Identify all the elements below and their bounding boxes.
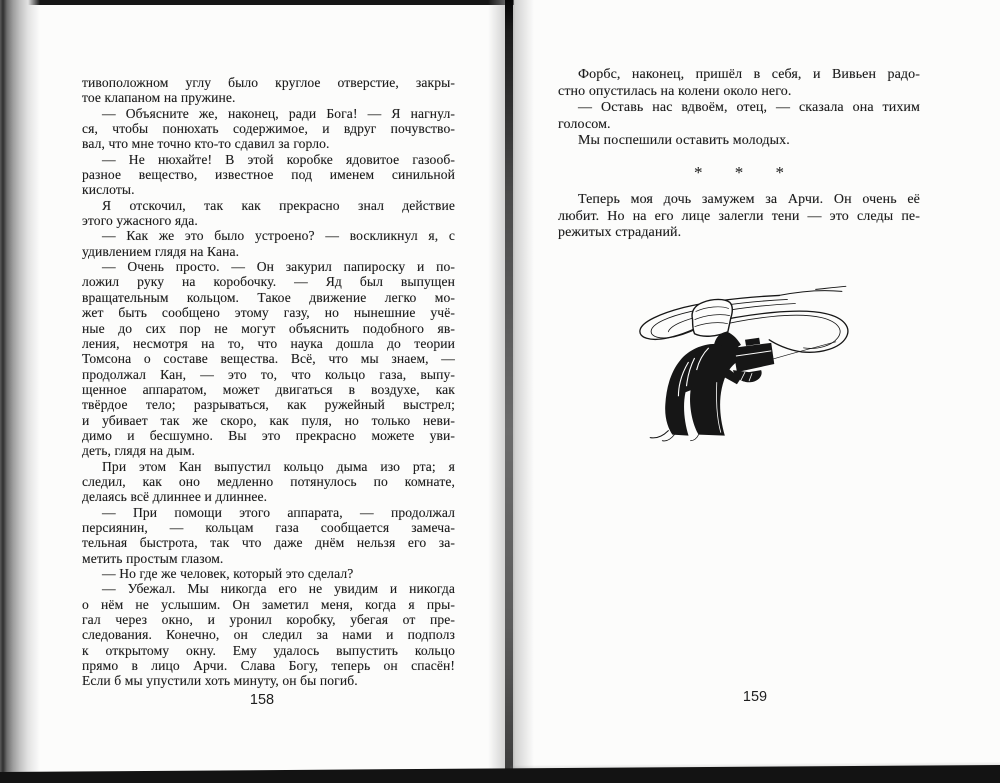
text-line: ся, чтобы понюхать содержимое, и вдруг почувство-	[82, 121, 455, 137]
text-line: Мы поспешили оставить молодых.	[578, 133, 790, 149]
right-page-number: 159	[742, 689, 768, 705]
text-line: щенное аппаратом, может двигаться в воздухе, как	[82, 381, 455, 397]
text-line: — Объясните же, наконец, ради Бога! — Я нагнул-	[102, 105, 455, 121]
text-line: следил, как оно медленно потянулось по комнате,	[82, 473, 455, 489]
text-line: о нём не услышим. Он заметил меня, когда я пры-	[82, 596, 455, 612]
text-line: — Оставь нас вдвоём, отец, — сказала она тихим	[578, 100, 920, 116]
text-line: метить простым глазом.	[82, 550, 224, 566]
scan-left-page-edges	[0, 0, 40, 783]
right-page-text-top	[558, 67, 920, 150]
text-line: При этом Кан выпустил кольцо дыма изо рта; я	[102, 458, 455, 474]
text-line: — Но где же человек, который это сделал?	[102, 566, 354, 581]
text-line: ложил руку на коробочку. — Яд был выпущен	[82, 274, 455, 290]
text-line: жет быть сообщено этому газу, но нынешние учё-	[82, 305, 455, 321]
text-line: ления, несмотря на то, что наука дошла до теории	[82, 335, 455, 351]
text-line: любит. Но на его лице залегли тени — это следы пе-	[558, 208, 920, 224]
text-line: продолжал Кан, — это то, что кольцо газа, выпу-	[82, 366, 455, 382]
text-line: кислоты.	[82, 182, 135, 198]
text-line: этого ужасного яда.	[82, 213, 198, 229]
text-line: прямо в лицо Арчи. Слава Богу, теперь он спасён!	[82, 658, 455, 674]
text-line: димо и бесшумно. Вы это прекрасно можете уви-	[82, 427, 455, 443]
text-line: вращательным кольцом. Такое движение легко мо-	[82, 289, 455, 305]
text-line: режитых страданий.	[558, 225, 682, 241]
illustration-man-smoke-rings	[628, 281, 860, 443]
text-line: Томсона о составе вещества. Всё, что мы знаем, —	[82, 351, 455, 367]
right-page-text-after	[558, 192, 920, 242]
text-line: Форбс, наконец, пришёл в себя, и Вивьен радо-	[578, 67, 920, 82]
text-line: — При помощи этого аппарата, — продолжал	[102, 504, 455, 520]
scan-bottom-edge	[0, 765, 1000, 783]
text-line: голосом.	[558, 116, 611, 132]
text-line: твёрдое тело; разрываться, как ружейный выстрел;	[82, 397, 455, 413]
left-page-text	[82, 75, 455, 689]
text-line: тельная быстрота, так что даже днём нельзя его за-	[82, 535, 455, 551]
text-line: — Как же это было устроено? — воскликнул я, с	[102, 228, 455, 244]
text-line: — Не нюхайте! В этой коробке ядовитое газооб-	[102, 151, 455, 167]
text-line: разное вещество, известное под именем синильной	[82, 167, 455, 183]
book-spine-line	[505, 0, 513, 783]
text-line: Если б мы упустили хоть минуту, он бы погиб.	[82, 673, 358, 689]
text-line: тое клапаном на пружине.	[82, 90, 236, 106]
text-line: деть, глядя на дым.	[82, 443, 196, 459]
text-line: к открытому окну. Ему удалось выпустить кольцо	[82, 642, 455, 658]
text-line: следования. Конечно, он следил за нами и подполз	[82, 627, 455, 643]
text-line: — Очень просто. — Он закурил папироску и по-	[102, 259, 455, 275]
text-line: персиянин, — кольцам газа сообщается замеча-	[82, 519, 455, 535]
text-line: Я отскочил, так как прекрасно знал действие	[102, 197, 455, 213]
text-line: и убивает так же скоро, как пуля, но только неви-	[82, 412, 455, 428]
text-line: Теперь моя дочь замужем за Арчи. Он очень её	[578, 192, 920, 207]
section-separator: * * *	[694, 163, 798, 182]
text-line: гал через окно, и уронил коробку, убегая от пре-	[82, 612, 455, 628]
text-line: стно опустилась на колени около него.	[558, 83, 792, 99]
text-line: вал, что мне точно кто-то сдавил за горло.	[82, 136, 330, 152]
scan-top-edge	[0, 0, 514, 5]
text-line: тивоположном углу было круглое отверстие, закры-	[82, 75, 455, 90]
left-page-number: 158	[249, 692, 275, 708]
text-line: удивлением глядя на Кана.	[82, 243, 240, 259]
text-line: делаясь всё длиннее и длиннее.	[82, 489, 268, 505]
text-line: ные до сих пор не могут объяснить подобного яв-	[82, 320, 455, 336]
text-line: — Убежал. Мы никогда его не увидим и никогда	[102, 581, 455, 597]
